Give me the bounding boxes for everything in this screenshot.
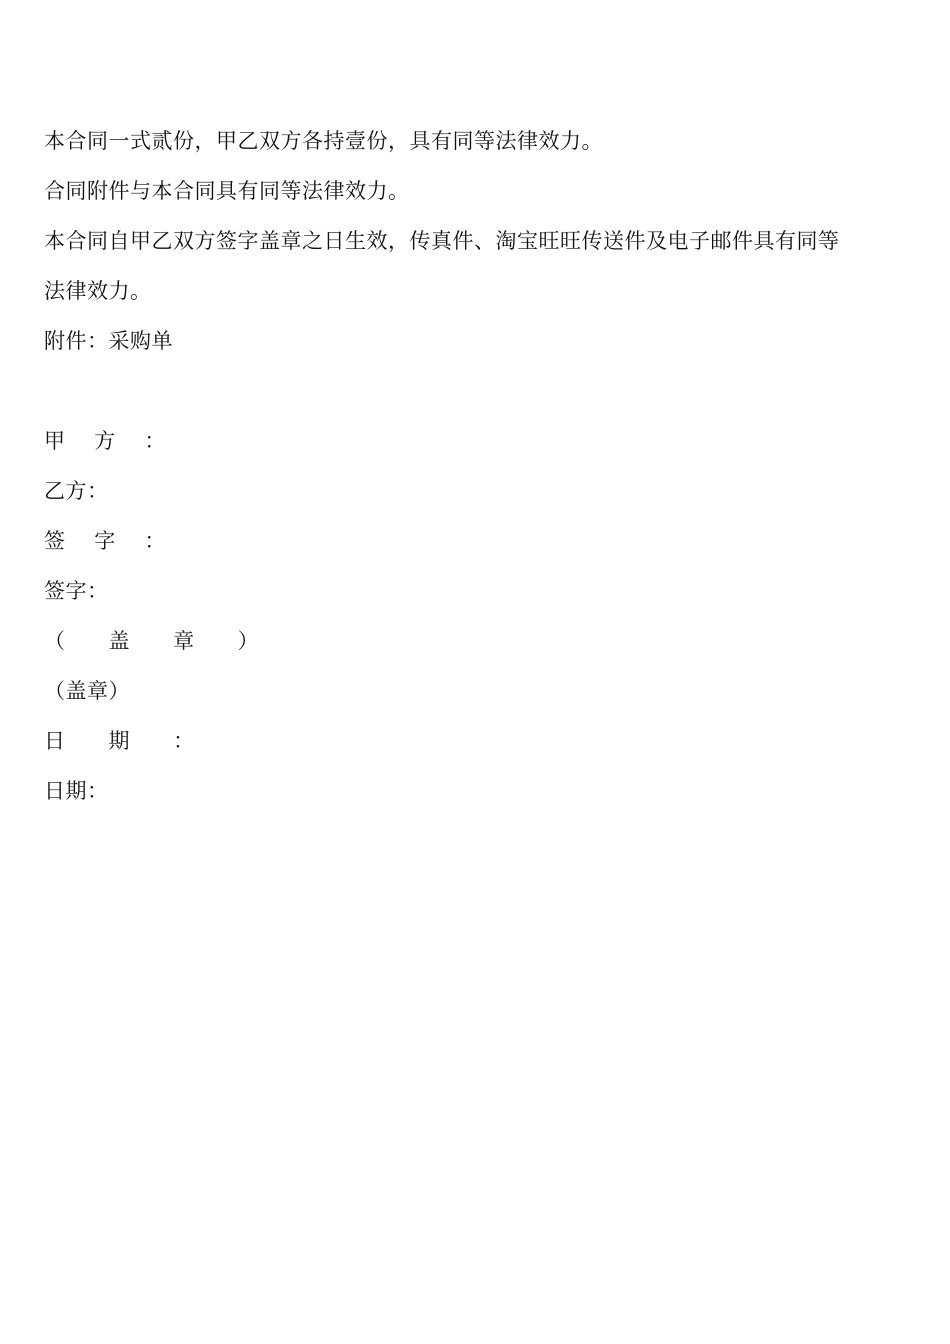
clause-effective-line-1: 本合同自甲乙双方签字盖章之日生效，传真件、淘宝旺旺传送件及电子邮件具有同等 xyxy=(44,229,840,253)
signature-b-label: 签字： xyxy=(44,579,109,603)
seal-b-label: （盖章） xyxy=(44,679,130,703)
signature-a-label: 签 字 ： xyxy=(44,529,166,553)
party-a-label: 甲 方 ： xyxy=(44,429,166,453)
clause-attachment-validity: 合同附件与本合同具有同等法律效力。 xyxy=(44,179,410,203)
date-b-label: 日期： xyxy=(44,779,109,803)
attachment-line: 附件：采购单 xyxy=(44,329,173,353)
seal-a-label: （ 盖 章 ） xyxy=(44,629,260,653)
clause-copies: 本合同一式贰份，甲乙双方各持壹份，具有同等法律效力。 xyxy=(44,129,603,153)
clause-effective-line-2: 法律效力。 xyxy=(44,279,152,303)
party-b-label: 乙方： xyxy=(44,479,109,503)
date-a-label: 日 期 ： xyxy=(44,729,195,753)
